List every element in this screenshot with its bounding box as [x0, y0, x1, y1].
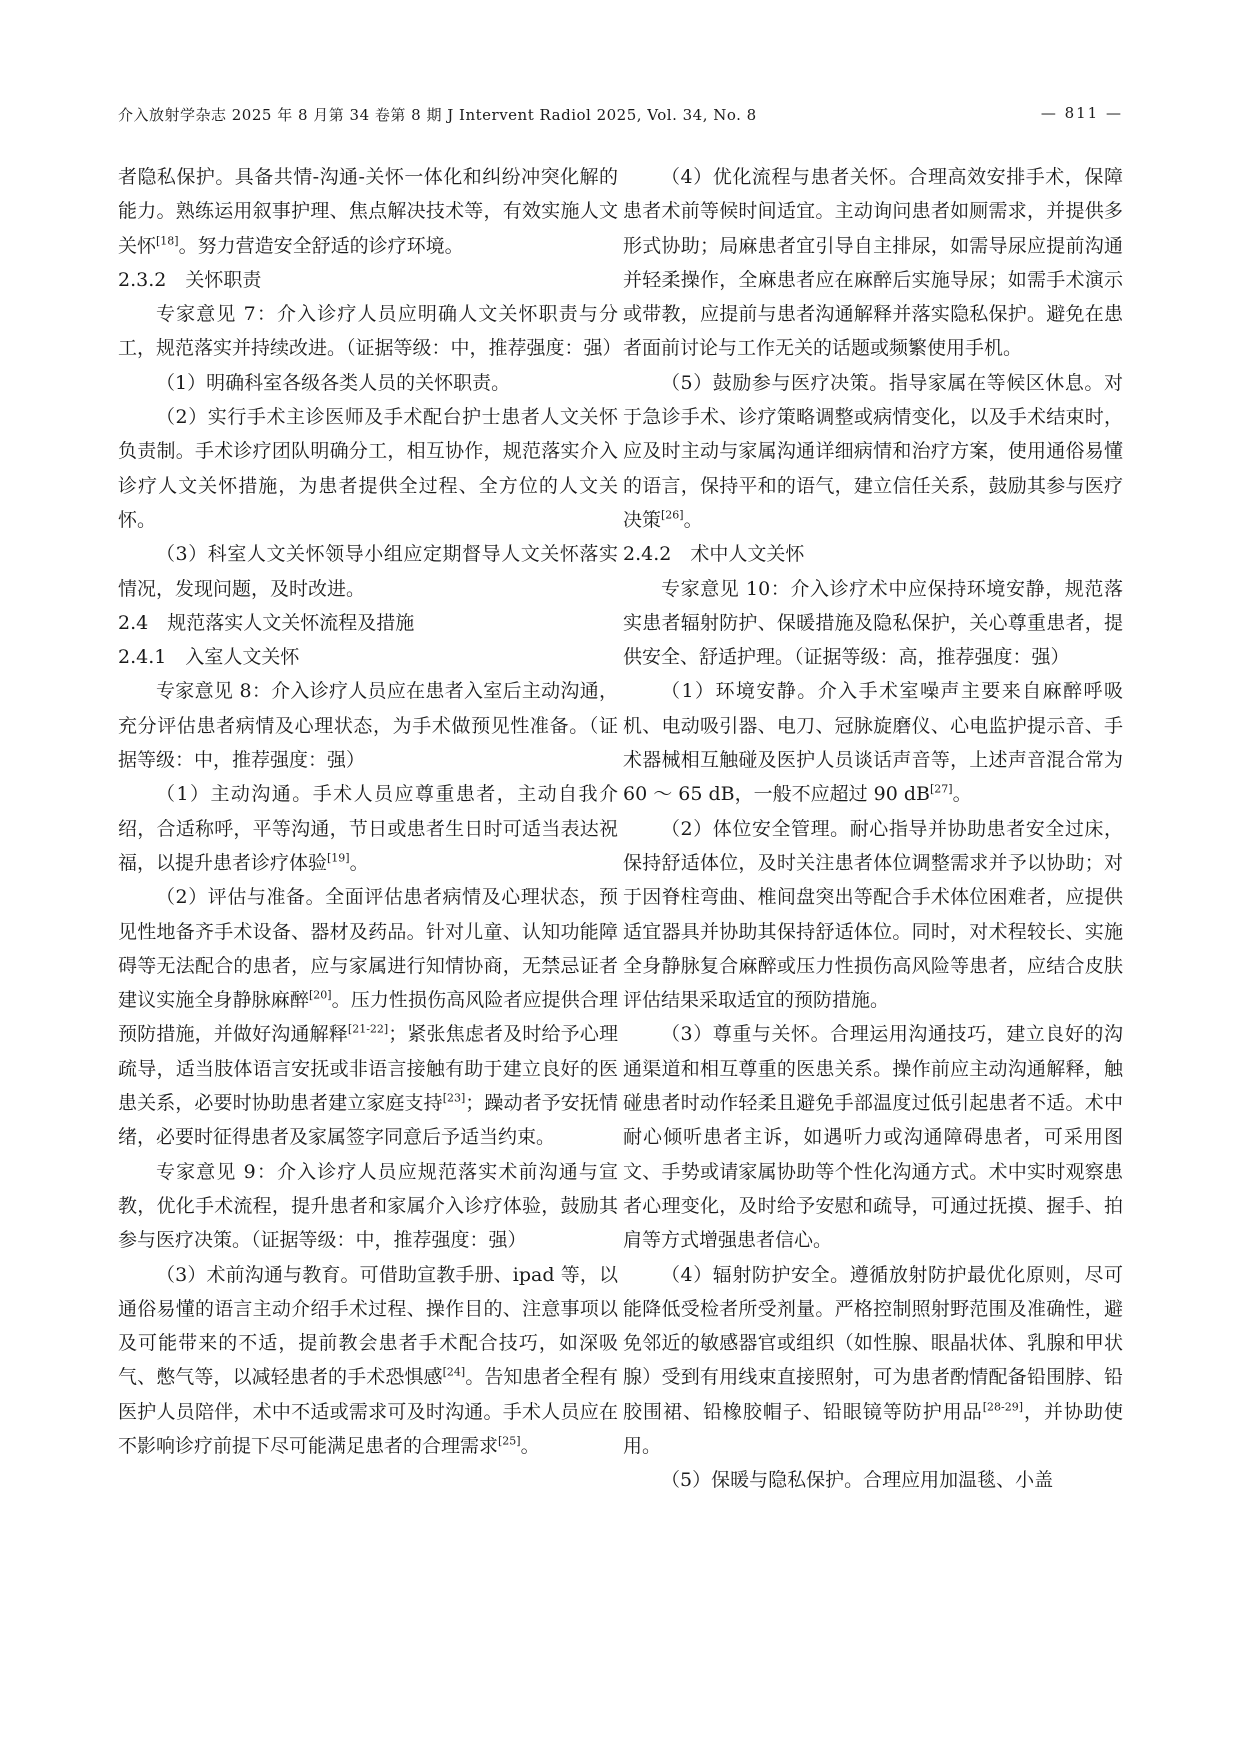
paragraph-text: 专家意见 8：介入诊疗人员应在患者入室后主动沟通，充分评估患者病情及心理状态，为手术做预见性准备。（证据等级：中，推荐强度：强） [118, 680, 618, 772]
section-heading [118, 640, 618, 674]
paragraph [623, 572, 1123, 675]
section-heading [118, 606, 618, 640]
paragraph [623, 160, 1123, 366]
paragraph [623, 1258, 1123, 1464]
paragraph [623, 812, 1123, 1018]
paragraph-text: 。 [349, 851, 369, 874]
paragraph [118, 880, 618, 1154]
paragraph-text: （4）辐射防护安全。遵循放射防护最优化原则，尽可能降低受检者所受剂量。严格控制照射野范围及准确性，避免邻近的敏感器官或组织（如性腺、眼晶状体、乳腺和甲状腺）受到有用线束直接照射，可为患者酌情配备铅围脖、铅胶围裙、铅橡胶帽子、铅眼镜等防护用品 [623, 1263, 1123, 1423]
citation-ref: [28-29] [982, 1400, 1024, 1414]
paragraph-text: 者隐私保护。具备共情-沟通-关怀一体化和纠纷冲突化解的能力。熟练运用叙事护理、焦点解决技术等，有效实施人文关怀 [118, 166, 618, 257]
paragraph [118, 366, 618, 400]
citation-ref: [25] [498, 1434, 521, 1448]
paragraph-text: 。 [683, 508, 703, 531]
right-column [623, 160, 1123, 1498]
paragraph [118, 1258, 618, 1464]
paragraph-text: （4）优化流程与患者关怀。合理高效安排手术，保障患者术前等候时间适宜。主动询问患者如厕需求，并提供多形式协助；局麻患者宜引导自主排尿，如需导尿应提前沟通并轻柔操作，全麻患者应在麻醉后实施导尿；如需手术演示或带教，应提前与患者沟通解释并落实隐私保护。避免在患者面前讨论与工作无关的话题或频繁使用手机。 [623, 166, 1123, 360]
paragraph-text: 。告知患者全程有医护人员陪伴，术中不适或需求可及时沟通。手术人员应在不影响诊疗前提下尽可能满足患者的合理需求 [118, 1366, 618, 1457]
page-header [118, 104, 1123, 132]
paragraph-text: （5）鼓励参与医疗决策。指导家属在等候区休息。对于急诊手术、诊疗策略调整或病情变化，以及手术结束时，应及时主动与家属沟通详细病情和治疗方案，使用通俗易懂的语言，保持平和的语气，建立信任关系，鼓励其参与医疗决策 [623, 371, 1123, 531]
citation-ref: [18] [156, 234, 179, 248]
citation-ref: [20] [308, 988, 332, 1002]
paragraph-text: 专家意见 9：介入诊疗人员应规范落实术前沟通与宣教，优化手术流程，提升患者和家属介入诊疗体验，鼓励其参与医疗决策。（证据等级：中，推荐强度：强） [118, 1160, 618, 1252]
citation-ref: [26] [661, 508, 684, 522]
journal-citation: 介入放射学杂志 2025 年 8 月第 34 卷第 8 期 J Intervent Radiol 2025, Vol. 34, No. 8 [118, 106, 757, 124]
paragraph [118, 400, 618, 537]
paragraph [623, 674, 1123, 811]
paragraph-text: 。努力营造安全舒适的诊疗环境。 [178, 234, 464, 257]
paragraph [623, 1017, 1123, 1257]
section-heading [118, 263, 618, 297]
paragraph-text: （2）体位安全管理。耐心指导并协助患者安全过床，保持舒适体位，及时关注患者体位调整需求并予以协助；对于因脊柱弯曲、椎间盘突出等配合手术体位困难者，应提供适宜器具并协助其保持舒适体位。同时，对术程较长、实施全身静脉复合麻醉或压力性损伤高风险等患者，应结合皮肤评估结果采取适宜的预防措施。 [623, 817, 1123, 1012]
section-title: 术中人文关怀 [690, 543, 805, 566]
paragraph-text: 。压力性损伤高风险者应提供合理预防措施，并做好沟通解释 [118, 989, 618, 1046]
paragraph [118, 674, 618, 777]
citation-ref: [19] [327, 851, 350, 865]
section-title: 规范落实人文关怀流程及措施 [167, 611, 415, 634]
paragraph-text: 专家意见 10：介入诊疗术中应保持环境安静，规范落实患者辐射防护、保暖措施及隐私保护，关心尊重患者，提供安全、舒适护理。（证据等级：高，推荐强度：强） [623, 577, 1123, 669]
section-heading [623, 537, 1123, 571]
section-title: 关怀职责 [185, 268, 262, 291]
paragraph-text: （2）实行手术主诊医师及手术配台护士患者人文关怀负责制。手术诊疗团队明确分工，相互协作，规范落实介入诊疗人文关怀措施，为患者提供全过程、全方位的人文关怀。 [118, 406, 618, 531]
paragraph-text: （1）明确科室各级各类人员的关怀职责。 [156, 371, 511, 394]
paragraph-text: 专家意见 7：介入诊疗人员应明确人文关怀职责与分工，规范落实并持续改进。（证据等级：中，推荐强度：强） [118, 303, 622, 360]
paragraph [118, 537, 618, 606]
paragraph-text: （3）科室人文关怀领导小组应定期督导人文关怀落实情况，发现问题，及时改进。 [118, 543, 618, 600]
paragraph-text: （3）尊重与关怀。合理运用沟通技巧，建立良好的沟通渠道和相互尊重的医患关系。操作前应主动沟通解释，触碰患者时动作轻柔且避免手部温度过低引起患者不适。术中耐心倾听患者主诉，如遇听力或沟通障碍患者，可采用图文、手势或请家属协助等个性化沟通方式。术中实时观察患者心理变化，及时给予安慰和疏导，可通过抚摸、握手、拍肩等方式增强患者信心。 [623, 1023, 1123, 1252]
citation-ref: [27] [929, 783, 953, 797]
paragraph [623, 1463, 1123, 1497]
citation-ref: [21-22] [347, 1023, 389, 1037]
paragraph-text: （1）环境安静。介入手术室噪声主要来自麻醉呼吸机、电动吸引器、电刀、冠脉旋磨仪、心电监护提示音、手术器械相互触碰及医护人员谈话声音等，上述声音混合常为 60 ～ 65 dB，一般不应超过 90 dB [623, 680, 1123, 806]
section-number: 2.4.2 [623, 543, 672, 566]
paragraph [623, 366, 1123, 537]
left-column [118, 160, 622, 1463]
paragraph-text: ，并协助使用。 [623, 1400, 1123, 1457]
paragraph-text: 。 [952, 783, 972, 806]
paragraph [118, 1155, 618, 1258]
citation-ref: [23] [442, 1091, 466, 1105]
paragraph [118, 160, 618, 263]
paragraph-text: （2）评估与准备。全面评估患者病情及心理状态，预见性地备齐手术设备、器材及药品。针对儿童、认知功能障碍等无法配合的患者，应与家属进行知情协商，无禁忌证者建议实施全身静脉麻醉 [118, 886, 618, 1012]
paragraph-text: （1）主动沟通。手术人员应尊重患者，主动自我介绍，合适称呼，平等沟通，节日或患者生日时可适当表达祝福，以提升患者诊疗体验 [118, 783, 618, 874]
paragraph [118, 297, 622, 366]
paragraph-text: ；躁动者予安抚情绪，必要时征得患者及家属签字同意后予适当约束。 [118, 1092, 618, 1149]
paragraph [118, 777, 618, 880]
section-number: 2.3.2 [118, 268, 167, 291]
paragraph-text: （5）保暖与隐私保护。合理应用加温毯、小盖 [661, 1469, 1054, 1492]
paragraph-text: ；紧张焦虑者及时给予心理疏导，适当肢体语言安抚或非语言接触有助于建立良好的医患关系，必要时协助患者建立家庭支持 [118, 1023, 618, 1115]
section-number: 2.4 [118, 611, 149, 634]
page-number: — 811 — [1040, 104, 1123, 122]
citation-ref: [24] [442, 1366, 466, 1380]
paragraph-text: （3）术前沟通与教育。可借助宣教手册、ipad 等，以通俗易懂的语言主动介绍手术过程、操作目的、注意事项以及可能带来的不适，提前教会患者手术配合技巧，如深吸气、憋气等，以减轻患者的手术恐惧感 [118, 1263, 618, 1389]
section-number: 2.4.1 [118, 646, 167, 669]
section-title: 入室人文关怀 [185, 646, 300, 669]
paragraph-text: 。 [520, 1434, 540, 1457]
